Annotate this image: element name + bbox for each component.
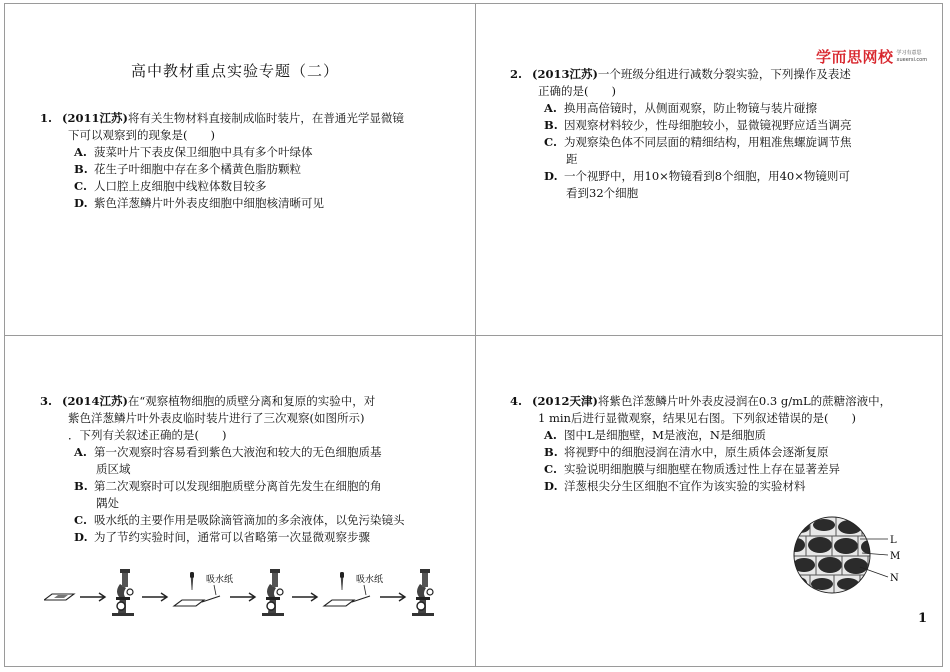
- stem-text: ．下列有关叙述正确的是( ): [68, 428, 227, 442]
- brand-logo: [816, 46, 927, 67]
- question-source: (2014江苏): [62, 394, 128, 408]
- option-c: [510, 461, 935, 478]
- question-number: 3.: [40, 394, 53, 408]
- experiment-process-figure: [44, 560, 454, 622]
- label-n: N: [890, 573, 899, 584]
- option-text: 第二次观察时可以发现细胞质壁分离首先发生在细胞的角: [94, 479, 382, 493]
- question-number: 4.: [510, 394, 523, 408]
- logo-tagline: 学习有意思: [896, 49, 922, 56]
- option-text: 看到32个细胞: [566, 186, 639, 200]
- question-stem: [40, 110, 460, 144]
- option-label: C.: [544, 135, 557, 149]
- option-text: 第一次观察时容易看到紫色大液泡和较大的无色细胞质基: [94, 445, 382, 459]
- question-3: [40, 393, 465, 546]
- option-label: B.: [544, 445, 558, 459]
- question-stem: [40, 393, 465, 444]
- option-text: 因观察材料较少，性母细胞较小，显微镜视野应适当调亮: [564, 118, 852, 132]
- blotting-paper: [352, 596, 370, 602]
- option-text: 人口腔上皮细胞中线粒体数目较多: [94, 179, 267, 193]
- label-m: M: [890, 551, 901, 562]
- option-text: 换用高倍镜时，从侧面观察，防止物镜与装片碰擦: [564, 101, 817, 115]
- option-b: [40, 478, 465, 512]
- question-number: 2.: [510, 67, 523, 81]
- option-label: C.: [74, 513, 87, 527]
- question-2: [510, 66, 930, 202]
- option-c: [510, 134, 930, 168]
- stem-text: 将紫色洋葱鳞片叶外表皮浸润在0.3 g/mL的蔗糖溶液中，: [597, 394, 892, 408]
- question-source: (2013江苏): [532, 67, 598, 81]
- cell-micrograph-figure: [786, 515, 908, 595]
- option-b: [40, 161, 460, 178]
- question-source: (2011江苏): [62, 111, 128, 125]
- option-label: A.: [74, 445, 87, 459]
- page-title: 高中教材重点实验专题（二）: [130, 62, 339, 80]
- option-c: [40, 178, 460, 195]
- option-text: 图中L是细胞壁，M是液泡，N是细胞质: [564, 428, 766, 442]
- page-number: 1: [918, 611, 928, 626]
- option-a: [510, 100, 930, 117]
- stem-text: 将有关生物材料直接制成临时装片，在普通光学显微镜: [127, 111, 404, 125]
- option-text: 将视野中的细胞浸润在清水中，原生质体会逐渐复原: [564, 445, 829, 459]
- arrow: [142, 593, 167, 601]
- question-4: [510, 393, 935, 495]
- question-source: (2012天津): [532, 394, 598, 408]
- option-label: A.: [544, 101, 557, 115]
- question-number: 1.: [40, 111, 53, 125]
- arrow: [230, 593, 255, 601]
- blotting-paper: [202, 596, 220, 602]
- label-l: L: [890, 535, 897, 546]
- slide-shape: [174, 600, 204, 606]
- option-text: 为观察染色体不同层面的精细结构，用粗准焦螺旋调节焦: [564, 135, 852, 149]
- stem-text: 一个班级分组进行减数分裂实验，下列操作及表述: [597, 67, 851, 81]
- option-text: 距: [566, 152, 578, 166]
- paper-label-1: 吸水纸: [206, 575, 234, 585]
- option-c: [40, 512, 465, 529]
- option-d: [510, 478, 935, 495]
- option-label: B.: [74, 479, 88, 493]
- option-text: 一个视野中，用10×物镜看到8个细胞，用40×物镜则可: [564, 169, 850, 183]
- question-stem: [510, 66, 930, 100]
- option-text: 隅处: [96, 496, 119, 510]
- arrow: [80, 593, 105, 601]
- question-stem: [510, 393, 935, 427]
- arrow: [380, 593, 405, 601]
- logo-side: [897, 50, 928, 64]
- stem-text: 正确的是( ): [538, 84, 616, 98]
- option-label: D.: [544, 169, 558, 183]
- stem-text: 1 min后进行显微观察，结果见右图。下列叙述错误的是( ): [538, 411, 856, 425]
- option-label: B.: [544, 118, 558, 132]
- paper-label-2: 吸水纸: [356, 575, 384, 585]
- dropper-icon: [190, 572, 194, 590]
- microscope-icon: [412, 569, 434, 616]
- option-text: 吸水纸的主要作用是吸除滴管滴加的多余液体，以免污染镜头: [94, 513, 405, 527]
- logo-brand: 学而思网校: [816, 48, 894, 66]
- option-d: [510, 168, 930, 202]
- option-label: D.: [74, 196, 88, 210]
- option-a: [510, 427, 935, 444]
- option-a: [40, 444, 465, 478]
- option-a: [40, 144, 460, 161]
- stem-text: 下可以观察到的现象是( ): [68, 128, 215, 142]
- option-text: 实验说明细胞膜与细胞壁在物质透过性上存在显著差异: [564, 462, 840, 476]
- stem-text: 在“观察植物细胞的质壁分离和复原的实验中，对: [127, 394, 376, 408]
- logo-url: xueersi.com: [896, 56, 928, 63]
- option-text: 花生子叶细胞中存在多个橘黄色脂肪颗粒: [94, 162, 301, 176]
- horizontal-divider: [4, 335, 943, 336]
- microscope-icon: [112, 569, 134, 616]
- option-label: A.: [74, 145, 87, 159]
- stem-text: 紫色洋葱鳞片叶外表皮临时装片进行了三次观察(如图所示): [68, 411, 365, 425]
- option-d: [40, 529, 465, 546]
- option-label: C.: [74, 179, 87, 193]
- option-text: 质区域: [96, 462, 131, 476]
- option-label: C.: [544, 462, 557, 476]
- option-d: [40, 195, 460, 212]
- question-1: [40, 110, 460, 212]
- option-text: 菠菜叶片下表皮保卫细胞中具有多个叶绿体: [94, 145, 313, 159]
- option-label: A.: [544, 428, 557, 442]
- option-text: 为了节约实验时间，通常可以省略第一次显微观察步骤: [94, 530, 370, 544]
- option-text: 紫色洋葱鳞片叶外表皮细胞中细胞核清晰可见: [94, 196, 324, 210]
- option-b: [510, 444, 935, 461]
- option-text: 洋葱根尖分生区细胞不宜作为该实验的实验材料: [564, 479, 806, 493]
- option-label: D.: [74, 530, 88, 544]
- dropper-icon: [340, 572, 344, 590]
- option-label: D.: [544, 479, 558, 493]
- option-b: [510, 117, 930, 134]
- slide-shape: [324, 600, 354, 606]
- option-label: B.: [74, 162, 88, 176]
- arrow: [292, 593, 317, 601]
- microscope-icon: [262, 569, 284, 616]
